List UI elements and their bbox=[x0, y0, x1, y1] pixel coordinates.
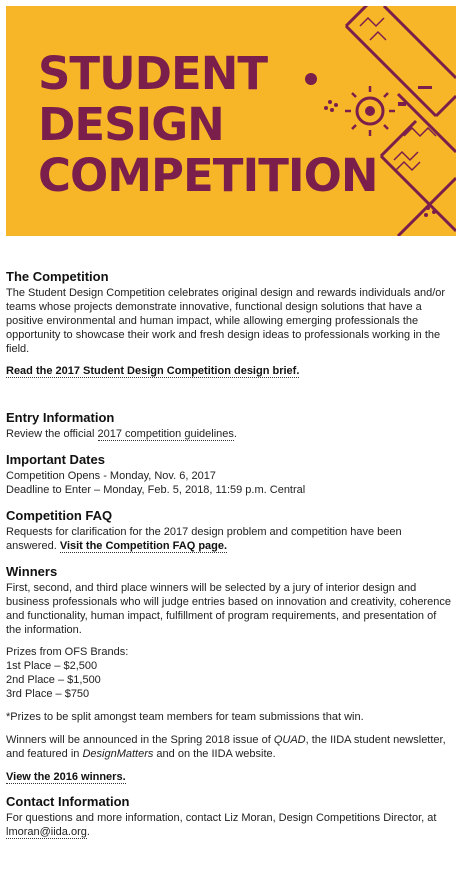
prize-third: 3rd Place – $750 bbox=[6, 688, 90, 700]
contact-heading: Contact Information bbox=[6, 794, 130, 809]
banner-title-line1: STUDENT bbox=[38, 47, 268, 100]
contact-section bbox=[6, 793, 452, 839]
entry-period: . bbox=[233, 428, 237, 440]
faq-heading: Competition FAQ bbox=[6, 508, 113, 523]
prize-second: 2nd Place – $1,500 bbox=[6, 674, 101, 686]
winners-section bbox=[6, 563, 452, 784]
announce-text-1: Winners will be announced in the Spring 2018 issue of bbox=[6, 734, 274, 746]
announce-text-3: and on the IIDA website. bbox=[153, 748, 276, 760]
date-opens: Competition Opens - Monday, Nov. 6, 2017 bbox=[6, 470, 216, 482]
designmatters-title: DesignMatters bbox=[82, 748, 154, 760]
dates-section bbox=[6, 451, 452, 497]
dates-heading: Important Dates bbox=[6, 452, 105, 467]
floor-plan-illustration bbox=[286, 6, 456, 236]
past-winners-link[interactable]: View the 2016 winners. bbox=[6, 771, 126, 783]
prize-split-note: *Prizes to be split amongst team members for team submissions that win. bbox=[6, 711, 364, 723]
contact-period: . bbox=[86, 826, 90, 838]
competition-heading: The Competition bbox=[6, 269, 109, 284]
quad-title: QUAD bbox=[273, 734, 306, 746]
banner-title-line2: DESIGN bbox=[38, 98, 224, 151]
faq-text: Requests for clarification for the 2017 design problem and competition have been answered. bbox=[6, 526, 402, 552]
entry-text: Review the official bbox=[6, 428, 98, 440]
faq-section bbox=[6, 507, 452, 553]
design-brief-link[interactable]: Read the 2017 Student Design Competition design brief. bbox=[6, 365, 300, 377]
banner bbox=[6, 6, 456, 236]
prizes-intro: Prizes from OFS Brands: bbox=[6, 646, 129, 658]
winners-heading: Winners bbox=[6, 564, 58, 579]
entry-section bbox=[6, 409, 452, 441]
date-deadline: Deadline to Enter – Monday, Feb. 5, 2018, 11:59 p.m. Central bbox=[6, 484, 306, 496]
announce-text-2: , the IIDA student newsletter, and featured in bbox=[6, 734, 446, 760]
guidelines-link[interactable]: 2017 competition guidelines bbox=[97, 428, 234, 440]
prize-first: 1st Place – $2,500 bbox=[6, 660, 98, 672]
winners-description: First, second, and third place winners will be selected by a jury of interior design and business professionals who will judge entries based on innovation and creativity, coherence and functionality, human impact, fulfillment of program requirements, and presentation of the information. bbox=[6, 582, 451, 636]
competition-description: The Student Design Competition celebrates original design and rewards individuals and/or teams whose projects demonstrate innovative, functional design solutions that have a positive environmental and human impact, while allowing emerging professionals the opportunity to showcase their work and fresh design ideas to professionals working in the field. bbox=[6, 287, 446, 355]
competition-section bbox=[6, 268, 452, 378]
winners-announcement bbox=[6, 733, 452, 761]
faq-link[interactable]: Visit the Competition FAQ page. bbox=[59, 540, 228, 552]
contact-email-link[interactable]: lmoran@iida.org bbox=[6, 826, 87, 838]
contact-text: For questions and more information, contact Liz Moran, Design Competitions Director, at bbox=[6, 812, 437, 824]
banner-title-line3: COMPETITION bbox=[38, 149, 378, 202]
entry-heading: Entry Information bbox=[6, 410, 115, 425]
main-content bbox=[6, 268, 452, 839]
